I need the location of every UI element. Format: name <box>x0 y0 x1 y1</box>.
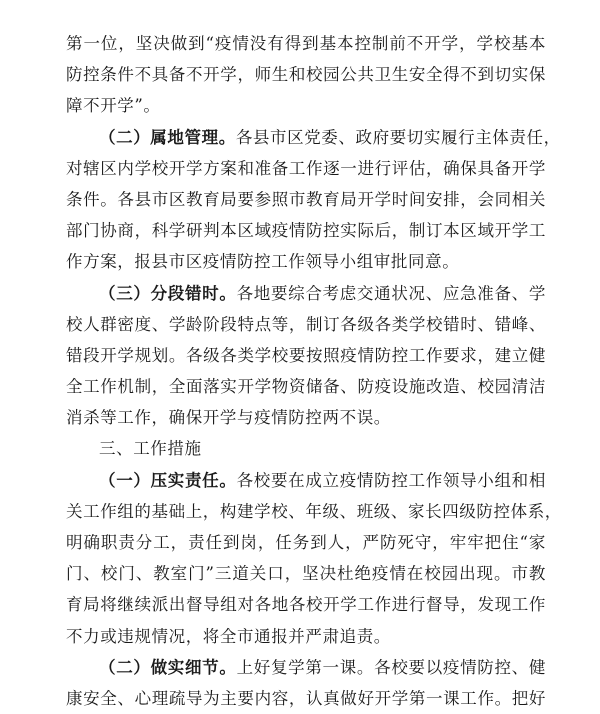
text-line: 门、校门、教室门”三道关口，坚决杜绝疫情在校园出现。市教 <box>66 564 546 584</box>
paragraph-heading: （二）属地管理。 <box>99 127 236 147</box>
text-line: 全工作机制，全面落实开学物资储备、防疫设施改造、校园清洁 <box>66 377 546 397</box>
text-line: 部门协商，科学研判本区域疫情防控实际后，制订本区域开学工 <box>66 221 546 241</box>
text-line <box>66 122 561 153</box>
text-run: 上好复学第一课。各校要以疫情防控、健 <box>236 657 546 677</box>
document-body <box>66 28 562 714</box>
text-line: 明确职责分工，责任到岗，任务到人，严防死守，牢牢把住“家 <box>66 533 546 552</box>
text-run: 各地要综合考虑交通状况、应急准备、学 <box>236 283 546 303</box>
paragraph-heading: （二）做实细节。 <box>99 657 237 677</box>
text-line: 条件。各县市区教育局要参照市教育局开学时间安排，会同相关 <box>66 189 546 209</box>
text-line: 关工作组的基础上，构建学校、年级、班级、家长四级防控体系， <box>66 501 562 521</box>
text-line: 不力或违规情况，将全市通报并严肃追责。 <box>66 626 391 646</box>
text-line: 作方案，报县市区疫情防控工作领导小组审批同意。 <box>66 252 460 272</box>
paragraph-heading: （三）分段错时。 <box>99 283 237 303</box>
text-line: 康安全、心理疏导为主要内容，认真做好开学第一课工作。把好 <box>66 688 546 708</box>
section-heading: 三、工作措施 <box>99 439 202 459</box>
text-line: 消杀等工作，确保开学与疫情防控两不误。 <box>66 408 391 428</box>
text-run: 各校要在成立疫情防控工作领导小组和相 <box>236 470 546 490</box>
paragraph-heading: （一）压实责任。 <box>99 470 237 490</box>
text-line: 错段开学规划。各级各类学校要按照疫情防控工作要求，建立健 <box>66 345 546 365</box>
text-line <box>66 652 546 683</box>
text-line: 第一位，坚决做到“疫情没有得到基本控制前不开学，学校基本 <box>66 34 546 53</box>
text-line: 育局将继续派出督导组对各地各校开学工作进行督导，发现工作 <box>66 595 546 615</box>
text-line: 对辖区内学校开学方案和准备工作逐一进行评估，确保具备开学 <box>66 158 546 178</box>
text-line <box>66 465 546 496</box>
text-run: 各县市区党委、政府要切实履行主体责任， <box>235 127 561 147</box>
text-line: 障不开学”。 <box>66 96 161 116</box>
text-line: 防控条件不具备不开学，师生和校园公共卫生安全得不到切实保 <box>66 65 546 85</box>
text-line <box>66 278 546 309</box>
text-line: 校人群密度、学龄阶段特点等，制订各级各类学校错时、错峰、 <box>66 314 546 334</box>
